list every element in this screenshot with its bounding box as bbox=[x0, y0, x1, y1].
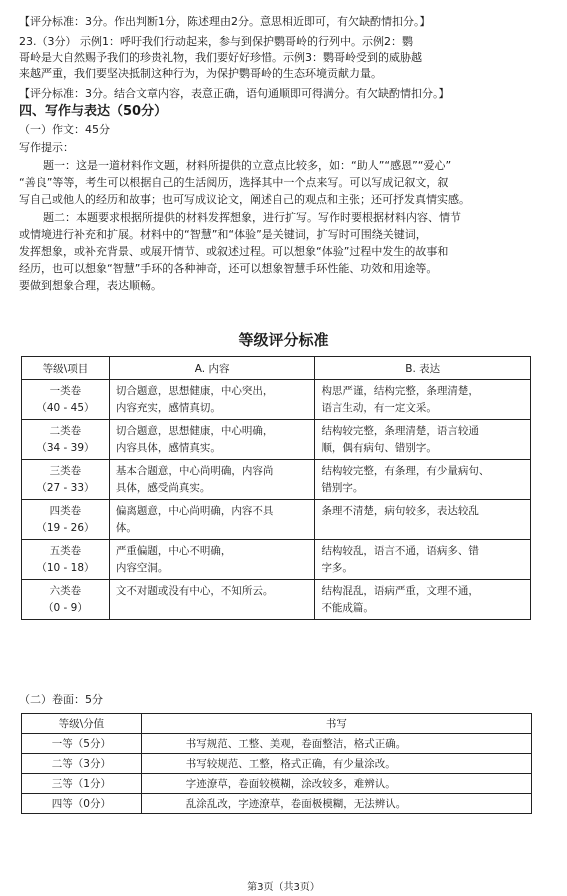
expression-text bbox=[321, 520, 526, 537]
header-writing: 书写 bbox=[141, 714, 531, 734]
expression-text: 顺，偶有病句、错别字。 bbox=[321, 441, 437, 454]
grade-range: （19 - 26） bbox=[36, 521, 95, 534]
table-row bbox=[22, 420, 531, 460]
header-content: A. 内容 bbox=[109, 357, 315, 380]
hand-level: 三等（1分） bbox=[22, 774, 142, 794]
table-header-row bbox=[22, 357, 531, 380]
grade-level: 五类卷 bbox=[49, 544, 82, 557]
expression-text: 结构较完整，条理清楚，语言较通 bbox=[321, 424, 479, 437]
grade-level: 六类卷 bbox=[49, 584, 82, 597]
table-row bbox=[22, 460, 531, 500]
grade-criteria-table bbox=[21, 356, 531, 620]
table-header-row bbox=[22, 714, 532, 734]
hand-level: 四等（0分） bbox=[22, 794, 142, 814]
handwriting-criteria-table bbox=[21, 713, 532, 814]
grade-range: （40 - 45） bbox=[36, 401, 95, 414]
expression-text: 不能成篇。 bbox=[321, 601, 374, 614]
content-text: 内容充实，感情真切。 bbox=[115, 401, 221, 414]
hint-line: 发挥想象，或补充背景、或展开情节、或叙述过程。可以想象“体验”过程中发生的故事和 bbox=[19, 245, 449, 258]
content-text: 内容具体，感情真实。 bbox=[115, 441, 221, 454]
content-text: 切合题意，思想健康，中心明确， bbox=[115, 424, 274, 437]
grade-level: 三类卷 bbox=[49, 464, 82, 477]
composition-title: （一）作文：45分 bbox=[19, 123, 110, 136]
expression-text: 错别字。 bbox=[321, 481, 364, 494]
handwriting-title: （二）卷面：5分 bbox=[19, 693, 103, 706]
page-footer: 第3页（共3页） bbox=[247, 882, 320, 893]
hint-line: 或情境进行补充和扩展。材料中的“智慧”和“体验”是关键词，扩写时可围绕关键词， bbox=[19, 228, 427, 241]
content-text: 体。 bbox=[115, 521, 137, 534]
grade-level: 四类卷 bbox=[49, 504, 82, 517]
grade-range: （27 - 33） bbox=[36, 481, 95, 494]
expression-text: 条理不清楚，病句较多，表达较乱 bbox=[321, 504, 479, 517]
hand-text: 乱涂乱改，字迹潦草，卷面极模糊，无法辨认。 bbox=[141, 794, 531, 814]
content-text bbox=[116, 600, 311, 617]
answer-23-line-1: 23.（3分） 示例1：呼吁我们行动起来，参与到保护鹦哥岭的行列中。示例2：鹦 bbox=[19, 35, 413, 48]
table-row bbox=[22, 580, 531, 620]
hint-line: 题二：本题要求根据所提供的材料发挥想象，进行扩写。写作时要根据材料内容、情节 bbox=[43, 211, 461, 224]
section-title: 四、写作与表达（50分） bbox=[19, 104, 168, 119]
hand-text: 书写较规范、工整，格式正确，有少量涂改。 bbox=[141, 754, 531, 774]
hand-level: 二等（3分） bbox=[22, 754, 142, 774]
table-row bbox=[22, 380, 531, 420]
content-text: 严重偏题，中心不明确， bbox=[115, 544, 232, 557]
table-row bbox=[22, 734, 532, 754]
expression-text: 构思严谨，结构完整，条理清楚， bbox=[321, 384, 479, 397]
content-text: 文不对题或没有中心，不知所云。 bbox=[115, 584, 274, 597]
table-row bbox=[22, 794, 532, 814]
content-text: 偏离题意，中心尚明确，内容不具 bbox=[115, 504, 274, 517]
hint-line: “善良”等等，考生可以根据自己的生活阅历，选择其中一个点来写。可以写成记叙文，叙 bbox=[19, 176, 449, 189]
grade-level: 二类卷 bbox=[49, 424, 82, 437]
content-text: 内容空洞。 bbox=[115, 561, 169, 574]
content-text: 基本合题意，中心尚明确，内容尚 bbox=[115, 464, 274, 477]
hint-line: 写自己或他人的经历和故事；也可写成议论文，阐述自己的观点和主张；还可抒发真情实感。 bbox=[19, 193, 470, 206]
hint-line: 要做到想象合理，表达顺畅。 bbox=[19, 279, 162, 292]
expression-text: 结构混乱，语病严重，文理不通， bbox=[321, 584, 479, 597]
header-level: 等级\项目 bbox=[22, 357, 110, 380]
table-row bbox=[22, 500, 531, 540]
content-text: 具体，感受尚真实。 bbox=[115, 481, 211, 494]
header-level: 等级\分值 bbox=[22, 714, 142, 734]
scoring-note-23: 【评分标准：3分。结合文章内容，表意正确，语句通顺即可得满分。有欠缺酌情扣分。】 bbox=[19, 87, 450, 100]
hand-level: 一等（5分） bbox=[22, 734, 142, 754]
grade-range: （0 - 9） bbox=[43, 601, 88, 614]
expression-text: 字多。 bbox=[321, 561, 353, 574]
table-row bbox=[22, 774, 532, 794]
answer-23-line-3: 来越严重，我们要坚决抵制这种行为，为保护鹦哥岭的生态环境贡献力量。 bbox=[19, 67, 382, 80]
grade-range: （34 - 39） bbox=[36, 441, 95, 454]
hand-text: 书写规范、工整、美观，卷面整洁，格式正确。 bbox=[141, 734, 531, 754]
answer-23-line-2: 哥岭是大自然赐予我们的珍贵礼物，我们要好好珍惜。示例3：鹦哥岭受到的威胁越 bbox=[19, 51, 422, 64]
grade-table-caption: 等级评分标准 bbox=[238, 331, 329, 349]
expression-text: 结构较乱，语言不通，语病多、错 bbox=[321, 544, 479, 557]
expression-text: 结构较完整，有条理，有少量病句、 bbox=[321, 464, 490, 477]
hint-line: 经历，也可以想象“智慧”手环的各种神奇，还可以想象智慧手环性能、功效和用途等。 bbox=[19, 262, 438, 275]
hint-title: 写作提示： bbox=[19, 141, 74, 154]
grade-range: （10 - 18） bbox=[36, 561, 95, 574]
grade-level: 一类卷 bbox=[49, 384, 82, 397]
scoring-note-22: 【评分标准：3分。作出判断1分，陈述理由2分。意思相近即可，有欠缺酌情扣分。】 bbox=[19, 15, 431, 28]
hand-text: 字迹潦草，卷面较模糊，涂改较多，难辨认。 bbox=[141, 774, 531, 794]
hint-line: 题一：这是一道材料作文题，材料所提供的立意点比较多，如：“助人”“感恩”“爱心” bbox=[43, 159, 452, 172]
content-text: 切合题意，思想健康，中心突出， bbox=[115, 384, 274, 397]
table-row bbox=[22, 540, 531, 580]
header-expression: B. 表达 bbox=[315, 357, 531, 380]
expression-text: 语言生动，有一定文采。 bbox=[321, 401, 437, 414]
table-row bbox=[22, 754, 532, 774]
